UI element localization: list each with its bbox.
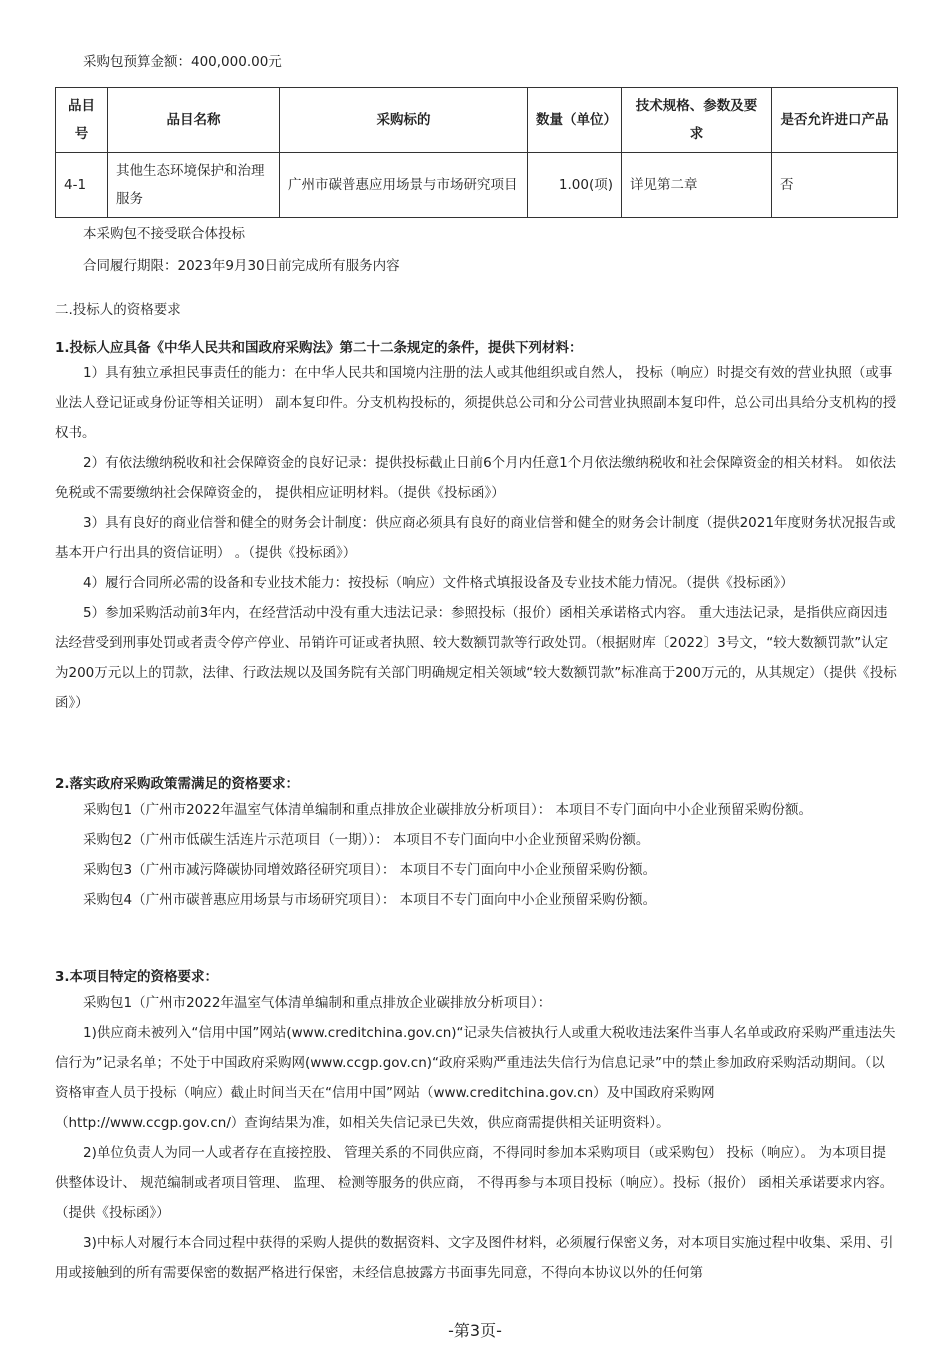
table-row	[56, 153, 898, 218]
subsection-1-title: 1.投标人应具备《中华人民共和国政府采购法》第二十二条规定的条件，提供下列材料：	[55, 340, 583, 356]
header-quantity: 数量（单位）	[528, 88, 622, 153]
table-header-row	[56, 88, 898, 153]
specific-item: 1)供应商未被列入“信用中国”网站(www.creditchina.gov.cn)“记录失信被执行人或重大税收违法案件当事人名单或政府采购严重违法失信行为”记录名单；不处于中国政府采购网(www.ccgp.gov.cn)“政府采购严重违法失信行为信息记录”中的禁止参加政府采购活动期间。（以资格审查人员于投标（响应）截止时间当天在“信用中国”网站（www.creditchina.gov.cn）及中国政府采购网（http://www.ccgp.gov.cn/）查询结果为准，如相关失信记录已失效，供应商需提供相关证明资料）。	[55, 1025, 896, 1131]
cell-spec: 详见第二章	[622, 153, 772, 218]
header-import: 是否允许进口产品	[772, 88, 898, 153]
cell-import: 否	[772, 153, 898, 218]
subsection-3-items	[55, 988, 897, 1288]
header-spec: 技术规格、参数及要求	[622, 88, 772, 153]
no-consortium-note: 本采购包不接受联合体投标	[83, 226, 245, 242]
section-2-title: 二.投标人的资格要求	[55, 302, 181, 318]
budget-line: 采购包预算金额：400,000.00元	[83, 54, 282, 70]
requirement-item: 4）履行合同所必需的设备和专业技术能力：按投标（响应）文件格式填报设备及专业技术能力情况。（提供《投标函》）	[83, 575, 794, 591]
policy-item: 采购包3（广州市减污降碳协同增效路径研究项目）： 本项目不专门面向中小企业预留采购份额。	[83, 862, 657, 878]
contract-period: 合同履行期限：2023年9月30日前完成所有服务内容	[83, 258, 400, 274]
requirement-item: 3）具有良好的商业信誉和健全的财务会计制度：供应商必须具有良好的商业信誉和健全的财务会计制度（提供2021年度财务状况报告或基本开户行出具的资信证明） 。（提供《投标函》）	[55, 515, 896, 561]
package-intro: 采购包1（广州市2022年温室气体清单编制和重点排放企业碳排放分析项目）：	[83, 995, 552, 1011]
subsection-2-title: 2.落实政府采购政策需满足的资格要求：	[55, 776, 300, 792]
subsection-3-title: 3.本项目特定的资格要求：	[55, 969, 219, 985]
requirement-item: 1）具有独立承担民事责任的能力：在中华人民共和国境内注册的法人或其他组织或自然人， 投标（响应）时提交有效的营业执照（或事业法人登记证或身份证等相关证明） 副本复印件。分支机构投标的，须提供总公司和分公司营业执照副本复印件，总公司出具给分支机构的授权书。	[55, 365, 897, 441]
item-table	[55, 87, 898, 218]
cell-target: 广州市碳普惠应用场景与市场研究项目	[280, 153, 528, 218]
policy-item: 采购包2（广州市低碳生活连片示范项目（一期））： 本项目不专门面向中小企业预留采购份额。	[83, 832, 650, 848]
policy-item: 采购包1（广州市2022年温室气体清单编制和重点排放企业碳排放分析项目）： 本项目不专门面向中小企业预留采购份额。	[83, 802, 812, 818]
cell-name: 其他生态环境保护和治理服务	[108, 153, 280, 218]
header-target: 采购标的	[280, 88, 528, 153]
subsection-2-items	[55, 795, 897, 915]
policy-item: 采购包4（广州市碳普惠应用场景与市场研究项目）： 本项目不专门面向中小企业预留采购份额。	[83, 892, 657, 908]
cell-quantity: 1.00(项)	[528, 153, 622, 218]
header-item-code: 品目号	[56, 88, 108, 153]
subsection-1-items	[55, 358, 897, 718]
page-number: -第3页-	[448, 1321, 502, 1340]
cell-code: 4-1	[56, 153, 108, 218]
header-item-name: 品目名称	[108, 88, 280, 153]
requirement-item: 5）参加采购活动前3年内，在经营活动中没有重大违法记录：参照投标（报价）函相关承诺格式内容。 重大违法记录，是指供应商因违法经营受到刑事处罚或者责令停产停业、吊销许可证或者执照、较大数额罚款等行政处罚。（根据财库〔2022〕3号文，“较大数额罚款”认定为200万元以上的罚款，法律、行政法规以及国务院有关部门明确规定相关领域“较大数额罚款”标准高于200万元的，从其规定）（提供《投标函》）	[55, 605, 897, 711]
specific-item: 2)单位负责人为同一人或者存在直接控股、 管理关系的不同供应商，不得同时参加本采购项目（或采购包） 投标（响应）。 为本项目提供整体设计、 规范编制或者项目管理、 监理、 检测等服务的供应商， 不得再参与本项目投标（响应）。投标（报价） 函相关承诺要求内容。（提供《投标函》）	[55, 1145, 894, 1221]
requirement-item: 2）有依法缴纳税收和社会保障资金的良好记录：提供投标截止日前6个月内任意1个月依法缴纳税收和社会保障资金的相关材料。 如依法免税或不需要缴纳社会保障资金的， 提供相应证明材料。（提供《投标函》）	[55, 455, 897, 501]
specific-item: 3)中标人对履行本合同过程中获得的采购人提供的数据资料、文字及图件材料，必须履行保密义务，对本项目实施过程中收集、采用、引用或接触到的所有需要保密的数据严格进行保密，未经信息披露方书面事先同意，不得向本协议以外的任何第	[55, 1235, 894, 1281]
